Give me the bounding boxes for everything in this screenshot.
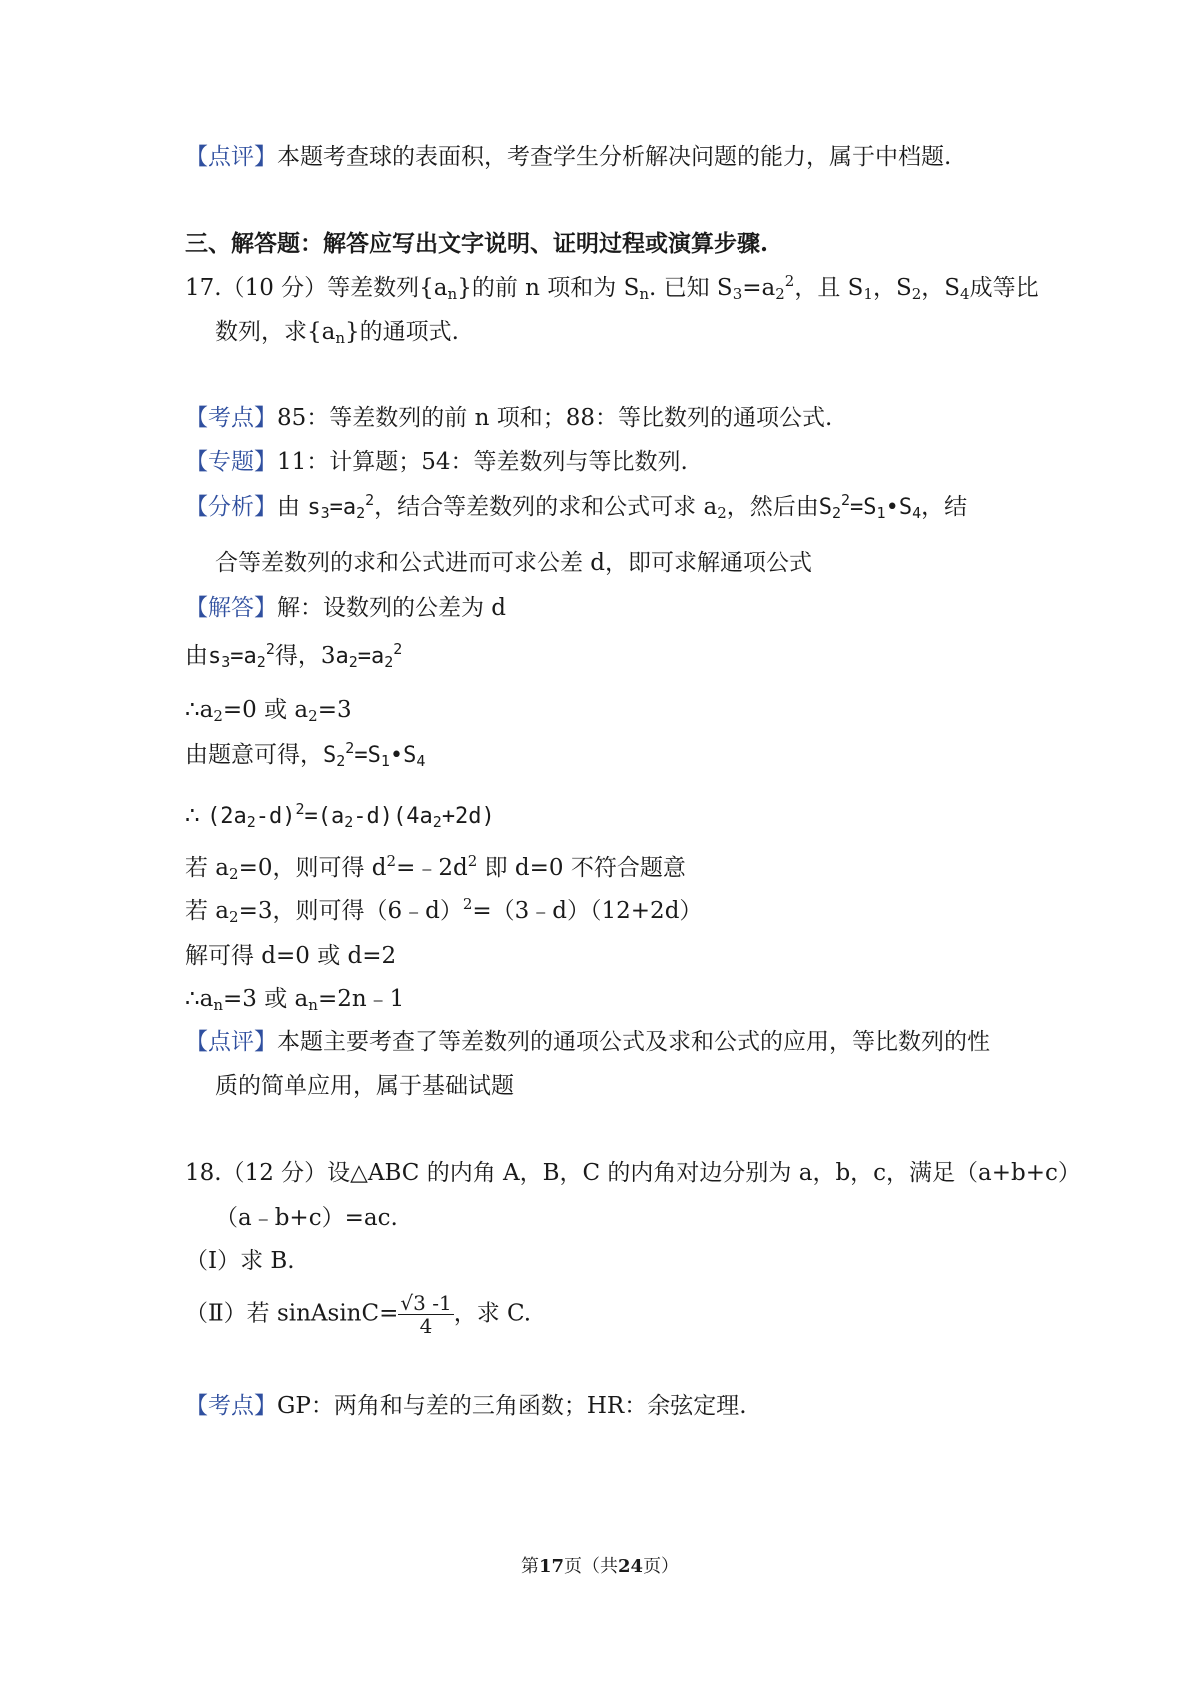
q18-line2: （a﹣b+c）=ac. [215,1205,398,1231]
q17-zhuanti: 【专题】11：计算题；54：等差数列与等比数列. [185,449,688,475]
q17-step8: $\therefore a_n=3$ 或 $a_n=2n﹣1$ [185,986,405,1014]
comment-tag: 【点评】 [185,144,277,170]
q18-line1: 18.（12 分）设△ABC 的内角 A，B，C 的内角对边分别为 a，b，c，满足（a+b+c） [185,1160,1081,1186]
comment-line [185,141,951,173]
page-footer: 第17页（共24页） [520,1556,680,1577]
q18-part1: （Ⅰ）求 B. [185,1248,295,1274]
q17-step1: 由$s_3=a_2^2$得，$3a_2=a_2^2$ [185,640,403,671]
q17-step2: $\therefore a_2=0$ 或 $a_2=3$ [185,697,352,725]
q17-fenxi-line1: 【分析】由 $s_3=a_2^2$，结合等差数列的求和公式可求 $a_2$，然后由$S_2^2=S_1•S_4$，结 [185,491,968,522]
comment-text: 本题考查球的表面积，考查学生分析解决问题的能力，属于中档题. [277,144,952,170]
q18-kaodian: 【考点】GP：两角和与差的三角函数；HR：余弦定理. [185,1393,747,1419]
formula-s2sq-s1s4: $S_2^2=S_1•S_4$ [818,491,922,522]
formula-s3-a2sq: $s_3=a_2^2$ [307,491,375,522]
q17-step4: ∴ $(2a_2-d)^2=(a_2-d)(4a_2+2d)$ [185,800,495,831]
q17-step3: 由题意可得，$S_2^2=S_1•S_4$ [185,739,426,770]
q17-step5: 若 $a_2=0$，则可得 $d^2=﹣2d^2$ 即 d=0 不符合题意 [185,852,686,883]
q17-dianping-line2: 质的简单应用，属于基础试题 [215,1073,514,1099]
q18-part2: （Ⅱ）若 sinAsinC= $\frac{√3 -1}{4}$ ，求 C. [185,1291,532,1338]
section-heading: 三、解答题：解答应写出文字说明、证明过程或演算步骤. [185,230,769,257]
q17-line1: 17.（10 分）等差数列$\{a_n\}$的前 n 项和为 $S_n$. 已知 $S_3=a_2^2$，且 $S_1$，$S_2$，$S_4$成等比 [185,272,1039,303]
q17-dianping-line1: 【点评】本题主要考查了等差数列的通项公式及求和公式的应用，等比数列的性 [185,1029,990,1055]
fraction: $\frac{√3 -1}{4}$ [400,1291,452,1338]
q17-line2: 数列，求$\{a_n\}$的通项式. [215,319,459,347]
q17-jieda: 【解答】解：设数列的公差为 d [185,595,507,621]
q17-step6: 若 $a_2=3$，则可得（6﹣d）$^2$=（3﹣d）（12+2d） [185,895,703,926]
q17-kaodian: 【考点】85：等差数列的前 n 项和；88：等比数列的通项公式. [185,405,833,431]
q17-step7: 解可得 d=0 或 d=2 [185,943,397,969]
q17-fenxi-line2: 合等差数列的求和公式进而可求公差 d，即可求解通项公式 [215,550,813,576]
